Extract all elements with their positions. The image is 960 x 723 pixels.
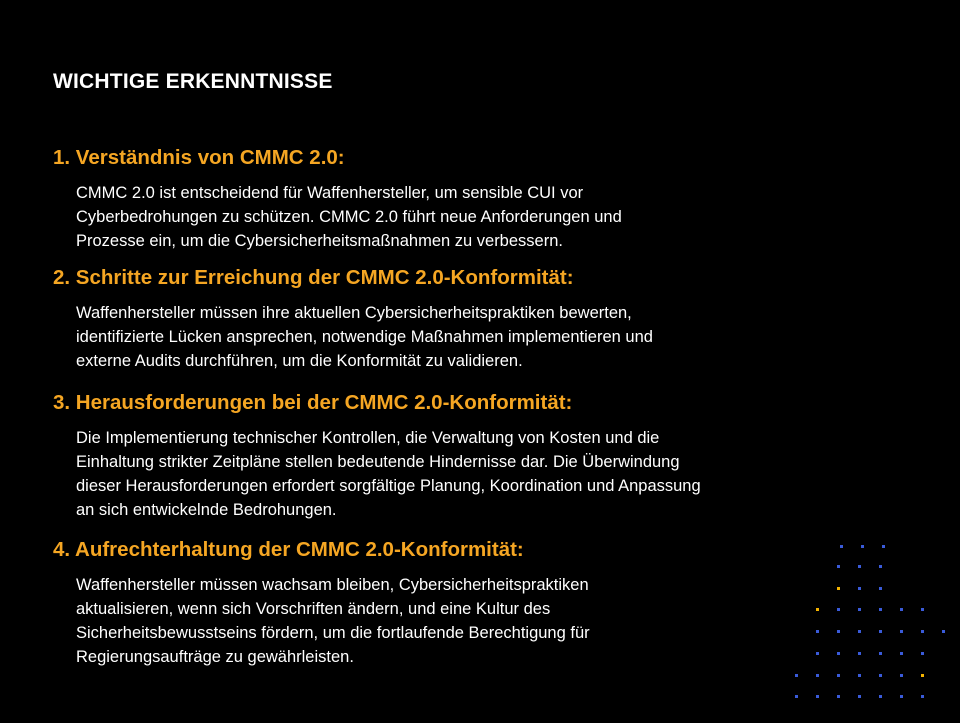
section-3 xyxy=(53,390,853,522)
page-title: WICHTIGE ERKENNTNISSE xyxy=(53,70,333,93)
decor-dot xyxy=(861,545,864,548)
decor-dot xyxy=(879,630,882,633)
decor-dot xyxy=(816,652,819,655)
decor-dot xyxy=(921,674,924,677)
decor-dot xyxy=(942,630,945,633)
decor-dot xyxy=(837,674,840,677)
section-4 xyxy=(53,537,853,669)
decor-dot xyxy=(900,630,903,633)
decor-dot xyxy=(795,695,798,698)
decor-dot xyxy=(921,630,924,633)
decor-dot xyxy=(879,565,882,568)
section-2-title: 2. Schritte zur Erreichung der CMMC 2.0-Konformität: xyxy=(53,266,574,289)
decor-dot xyxy=(816,608,819,611)
decor-dot xyxy=(921,695,924,698)
decor-dot xyxy=(816,630,819,633)
decor-dot xyxy=(837,630,840,633)
decor-dot xyxy=(900,695,903,698)
decor-dot xyxy=(816,695,819,698)
decor-dot xyxy=(879,695,882,698)
decor-dot xyxy=(900,608,903,611)
decor-dot xyxy=(921,652,924,655)
decor-dot xyxy=(879,652,882,655)
decor-dot xyxy=(900,674,903,677)
section-1 xyxy=(53,145,853,253)
decor-dot xyxy=(837,565,840,568)
section-4-body: Waffenhersteller müssen wachsam bleiben, Cybersicherheitspraktiken aktualisieren, wenn sich Vorschriften ändern, und eine Kultur des Sicherheitsbewusstseins fördern, um die fortlaufende Berechtigung für Regierungsaufträge zu gewährleisten. xyxy=(76,576,590,666)
decor-dot xyxy=(858,652,861,655)
decor-dot xyxy=(837,652,840,655)
decor-dot xyxy=(858,695,861,698)
decor-dot xyxy=(921,608,924,611)
section-3-title: 3. Herausforderungen bei der CMMC 2.0-Konformität: xyxy=(53,391,573,414)
section-1-title: 1. Verständnis von CMMC 2.0: xyxy=(53,146,345,169)
section-3-body: Die Implementierung technischer Kontrollen, die Verwaltung von Kosten und die Einhaltung strikter Zeitpläne stellen bedeutende Hindernisse dar. Die Überwindung dieser Herausforderungen erfordert sorgfältige Planung, Koordination und Anpassung an sich entwickelnde Bedrohungen. xyxy=(76,429,701,519)
section-4-title: 4. Aufrechterhaltung der CMMC 2.0-Konformität: xyxy=(53,538,524,561)
decor-dot xyxy=(837,587,840,590)
section-2 xyxy=(53,265,853,373)
decor-dot xyxy=(900,652,903,655)
section-1-body: CMMC 2.0 ist entscheidend für Waffenhersteller, um sensible CUI vor Cyberbedrohungen zu schützen. CMMC 2.0 führt neue Anforderungen und Prozesse ein, um die Cybersicherheitsmaßnahmen zu verbessern. xyxy=(76,184,622,250)
decor-dot xyxy=(837,608,840,611)
section-2-body: Waffenhersteller müssen ihre aktuellen Cybersicherheitspraktiken bewerten, identifizierte Lücken ansprechen, notwendige Maßnahmen implementieren und externe Audits durchführen, um die Konformität zu validieren. xyxy=(76,304,653,370)
decor-dot xyxy=(816,674,819,677)
decor-dot xyxy=(837,695,840,698)
decor-dot xyxy=(858,674,861,677)
decor-dot xyxy=(879,674,882,677)
dot-grid-icon xyxy=(780,530,960,723)
decor-dot xyxy=(795,674,798,677)
decor-dot xyxy=(858,608,861,611)
decor-dot xyxy=(882,545,885,548)
decor-dot xyxy=(840,545,843,548)
decor-dot xyxy=(858,565,861,568)
decor-dot xyxy=(879,587,882,590)
decor-dot xyxy=(858,587,861,590)
decor-dot xyxy=(879,608,882,611)
decor-dot xyxy=(858,630,861,633)
